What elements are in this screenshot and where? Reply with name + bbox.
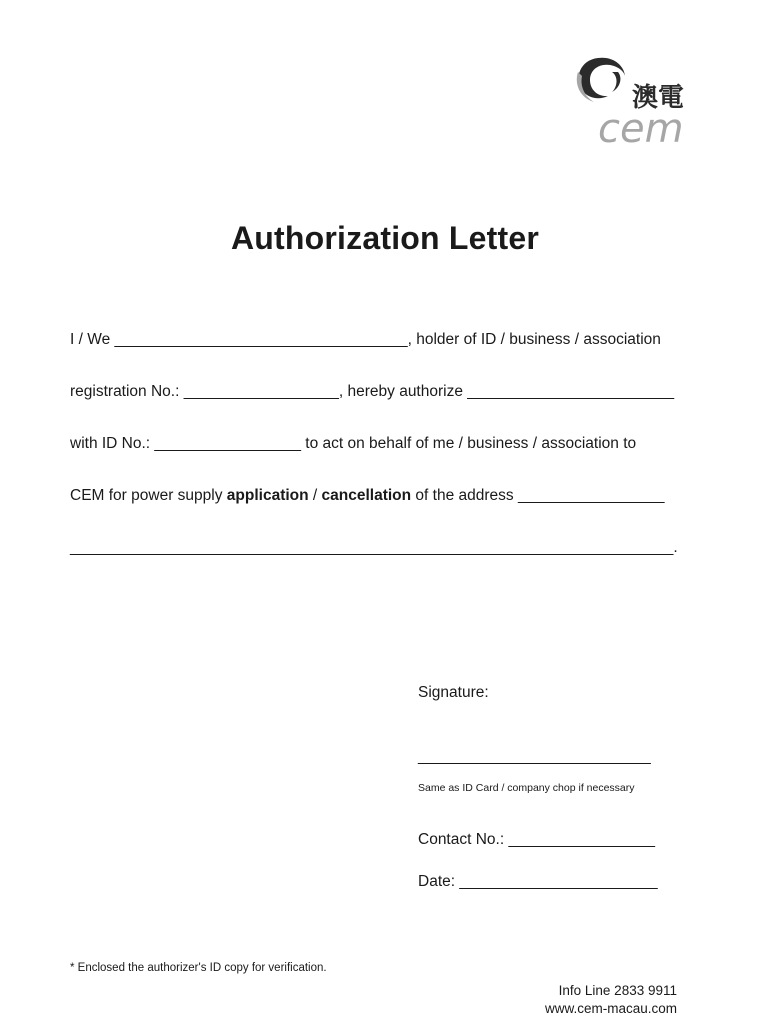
info-line: Info Line 2833 9911 <box>558 983 677 998</box>
page-title: Authorization Letter <box>231 220 539 256</box>
application-option: application <box>226 487 309 504</box>
signature-note <box>418 778 635 796</box>
signature-line-text: ___________________________ <box>418 748 651 765</box>
contact-number-label: Contact No.: _________________ <box>418 831 656 848</box>
date-label: Date: _______________________ <box>418 873 658 890</box>
body-line-5: ______________________________________________________________________. <box>70 539 678 556</box>
body-line-3: with ID No.: _________________ to act on behalf of me / business / association to <box>70 435 637 452</box>
signature-label-text: Signature: <box>418 684 489 701</box>
footnote: * Enclosed the authorizer's ID copy for verification. <box>70 962 327 974</box>
cancellation-option: cancellation <box>321 487 412 504</box>
logo-brand-text: cem <box>598 106 684 150</box>
body-line-2: registration No.: __________________, hereby authorize ________________________ <box>70 383 675 400</box>
website: www.cem-macau.com <box>544 1001 677 1016</box>
logo-chinese-text: 澳電 <box>632 83 685 113</box>
body-line-4 <box>70 487 665 505</box>
body-line-4-post: of the address _________________ <box>411 487 665 504</box>
signature-note-text: Same as ID Card / company chop if necessary <box>418 782 635 794</box>
contact-info <box>545 982 677 1018</box>
date-field <box>418 873 658 891</box>
cem-logo <box>568 50 698 150</box>
signature-label <box>418 684 489 702</box>
body-line-4-separator: / <box>308 487 322 504</box>
body-line-1: I / We __________________________________, holder of ID / business / association <box>70 331 661 348</box>
body-line-4-pre: CEM for power supply <box>70 487 227 504</box>
signature-line <box>418 748 651 766</box>
contact-number-field <box>418 831 655 849</box>
